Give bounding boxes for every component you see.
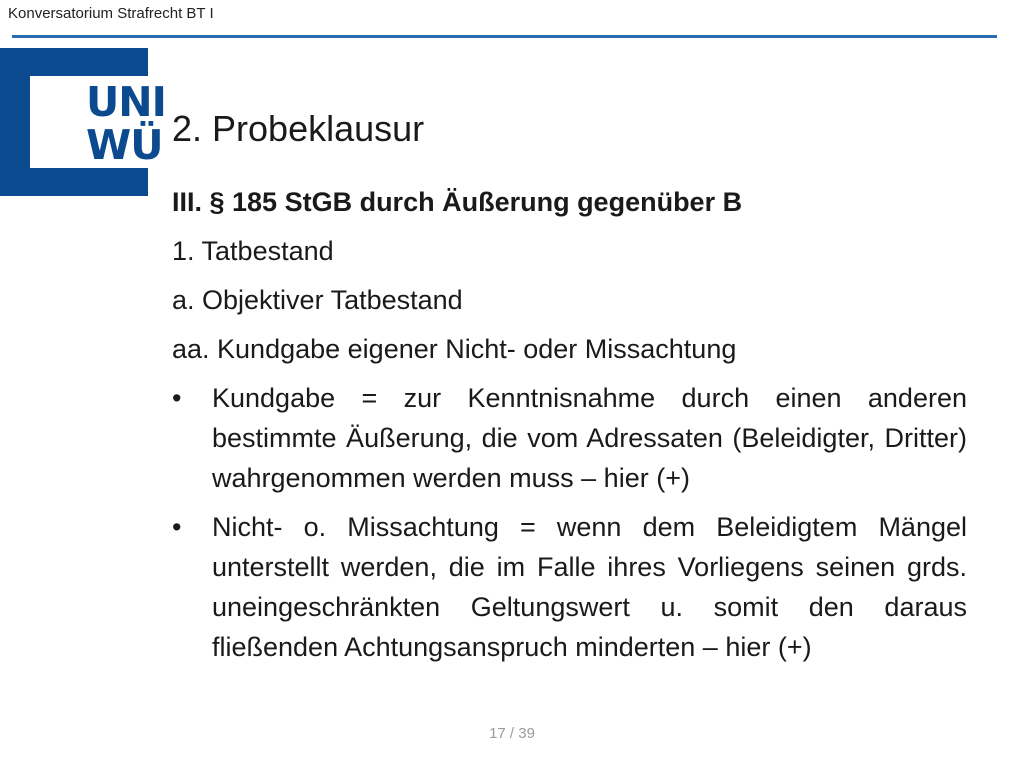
bullet-item	[172, 507, 967, 667]
bullet-icon: •	[172, 383, 182, 413]
header-divider	[12, 35, 997, 38]
bullet-text: Kundgabe = zur Kenntnisnahme durch einen anderen bestimmte Äußerung, die vom Adressaten (Beleidigter, Dritter) wahrgenommen werden muss – hier (+)	[212, 383, 967, 493]
logo-text-line2: WÜ	[86, 121, 163, 169]
logo-text-line1: UNI	[86, 78, 166, 126]
bullet-text: Nicht- o. Missachtung = wenn dem Beleidigtem Mängel unterstellt werden, die im Falle ihres Vorliegens seinen grds. uneingeschränkten Geltungswert u. somit den daraus fließenden Achtungsanspruch minderten – hier (+)	[212, 512, 967, 662]
subheading-kundgabe: aa. Kundgabe eigener Nicht- oder Missachtung	[172, 334, 737, 364]
slide-title: 2. Probeklausur	[172, 108, 425, 149]
page-number: 17 / 39	[489, 725, 535, 742]
subheading-tatbestand: 1. Tatbestand	[172, 236, 334, 266]
bullet-item	[172, 378, 967, 498]
slide-content	[172, 182, 967, 676]
subheading-objektiver-tatbestand: a. Objektiver Tatbestand	[172, 285, 463, 315]
section-heading: III. § 185 StGB durch Äußerung gegenüber B	[172, 187, 743, 217]
bullet-icon: •	[172, 512, 182, 542]
course-title: Konversatorium Strafrecht BT I	[8, 5, 214, 22]
